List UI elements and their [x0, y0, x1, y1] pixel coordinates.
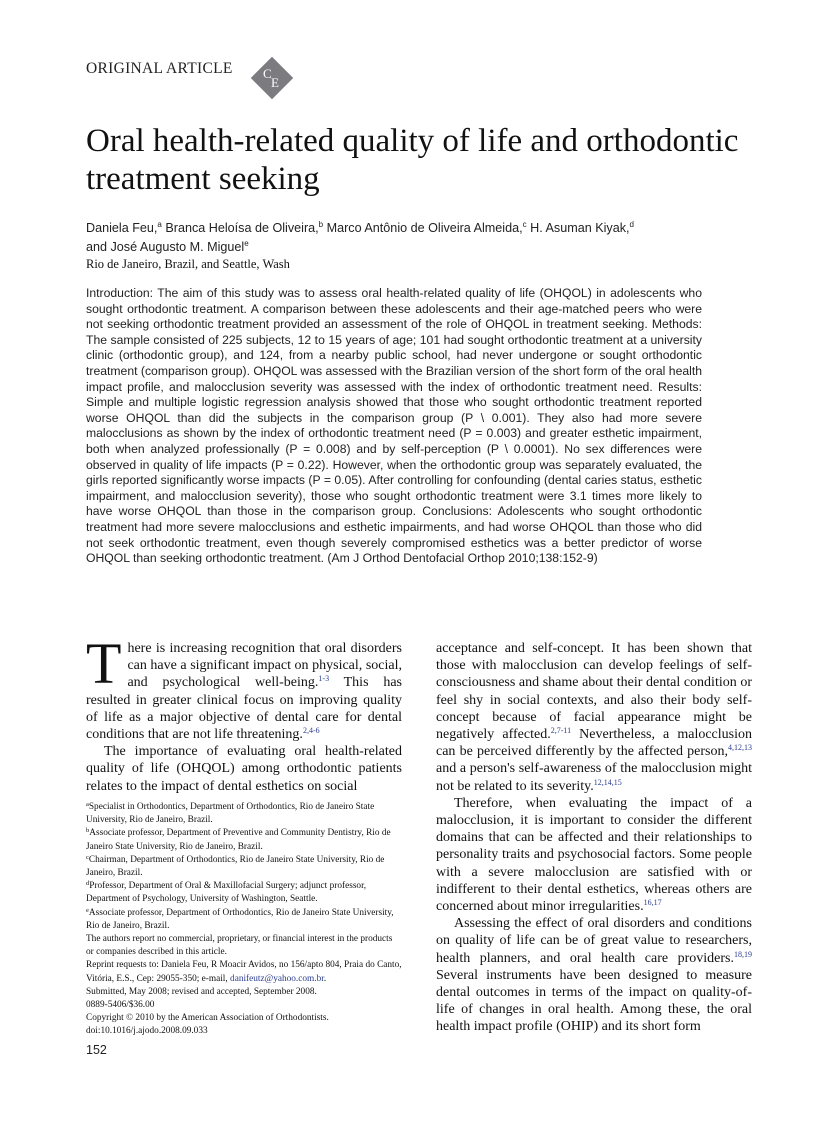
- body-paragraph: [436, 640, 752, 795]
- paragraph-text: and a person's self-awareness of the malocclusion might not be related to its severity.: [436, 761, 752, 794]
- ce-badge-c: C: [263, 66, 272, 81]
- citation-ref[interactable]: 2,7-11: [550, 726, 572, 736]
- submission-dates: Submitted, May 2008; revised and accepted, September 2008.: [86, 986, 317, 997]
- ce-badge-e: E: [271, 75, 279, 90]
- body-column-right: [436, 640, 752, 1036]
- author-name: Daniela Feu,: [86, 221, 158, 235]
- author-superscript: e: [244, 239, 249, 248]
- footnote: [86, 907, 402, 933]
- doi[interactable]: doi:10.1016/j.ajodo.2008.09.033: [86, 1026, 208, 1037]
- issn: 0889-5406/$36.00: [86, 1000, 155, 1011]
- copyright: Copyright © 2010 by the American Association of Orthodontists.: [86, 1013, 329, 1024]
- footnote-text: Chairman, Department of Orthodontics, Rio de Janeiro State University, Rio de Janeiro, Brazil.: [86, 854, 385, 879]
- author-name: and José Augusto M. Miguel: [86, 240, 245, 254]
- reprint-text: .: [323, 973, 327, 984]
- author-name: Marco Antônio de Oliveira Almeida,: [323, 221, 523, 235]
- footnote-text: Professor, Department of Oral & Maxillofacial Surgery; adjunct professor, Department of Psychology, University of Washington, Seattle.: [86, 881, 367, 905]
- email-link[interactable]: danifeutz@yahoo.com.br: [230, 973, 324, 984]
- footnote: [86, 801, 402, 827]
- ce-badge-text: [250, 56, 294, 100]
- footnote-marker: e: [86, 906, 89, 914]
- body-paragraph: [86, 631, 402, 743]
- author-name: H. Asuman Kiyak,: [526, 221, 630, 235]
- footnote-marker: a: [86, 801, 89, 808]
- body-paragraph: The importance of evaluating oral health-related quality of life (OHQOL) among orthodontic patients relates to the impact of dental esthetics on social: [86, 744, 402, 794]
- affiliation-location: Rio de Janeiro, Brazil, and Seattle, Wash: [86, 257, 290, 271]
- footnote-marker: d: [86, 880, 90, 888]
- author-superscript: d: [629, 220, 634, 229]
- paragraph-text: Nevertheless, a malocclusion can be perceived differently by the affected person,: [436, 727, 752, 760]
- body-paragraph: [436, 795, 752, 915]
- disclosure-note: The authors report no commercial, proprietary, or financial interest in the products or companies described in this article.: [86, 934, 393, 958]
- footnote: [86, 880, 402, 906]
- footnote-text: Associate professor, Department of Preventive and Community Dentistry, Rio de Janeiro State University, Rio de Janeiro, Brazil.: [86, 828, 391, 852]
- reprint-request: [86, 959, 402, 985]
- author-name: Branca Heloísa de Oliveira,: [161, 221, 319, 235]
- footnote-text: Associate professor, Department of Orthodontics, Rio de Janeiro State University, Rio de Janeiro, Brazil.: [86, 907, 394, 931]
- footnote-text: Specialist in Orthodontics, Department of Orthodontics, Rio de Janeiro State University, Rio de Janeiro, Brazil.: [86, 802, 375, 826]
- footnote-marker: c: [86, 853, 89, 861]
- footnote-marker: b: [86, 827, 90, 835]
- citation-ref[interactable]: 1-3: [318, 674, 330, 684]
- paragraph-text: Assessing the effect of oral disorders and conditions on quality of life can be of great value to researchers, health planners, and oral health care providers.: [436, 916, 752, 966]
- paragraph-text: This has resulted in greater clinical focus on improving quality of life as a major objective of dental care for dental conditions that are not life threatening.: [86, 675, 402, 743]
- paragraph-text: Therefore, when evaluating the impact of a malocclusion, it is important to consider the different domains that can be affected and their relationships to personality traits and psychosocial factors. Some people with a severe malocclusion are satisfied with or indifferent to their dental esthetics, whereas others are concerned about minor irregularities.: [436, 795, 752, 915]
- author-superscript: a: [157, 220, 162, 229]
- reprint-text: Reprint requests to: Daniela Feu, R Moacir Avidos, no 156/apto 804, Praia do Canto, Vitória, E.S., Cep: 29055-350; e-mail,: [86, 960, 402, 984]
- body-paragraph: [436, 915, 752, 1035]
- ce-badge-icon: [250, 56, 294, 100]
- author-list: [86, 219, 766, 257]
- author-superscript: b: [318, 220, 324, 229]
- citation-ref[interactable]: 16,17: [643, 898, 662, 908]
- citation-ref[interactable]: 4,12,13: [728, 743, 752, 753]
- drop-cap: T: [86, 631, 122, 696]
- paragraph-text: Several instruments have been designed to measure dental outcomes in terms of the impact on quality-of-life of changes in oral health. Among these, the oral health impact profile (OHIP) and its short form: [436, 967, 752, 1035]
- footnote: [86, 854, 402, 880]
- paragraph-text: here is increasing recognition that oral disorders can have a significant impact on physical, social, and psychological well-being.: [127, 641, 402, 691]
- citation-ref[interactable]: 12,14,15: [593, 777, 622, 787]
- citation-ref[interactable]: 2,4-6: [302, 726, 320, 736]
- author-superscript: c: [522, 220, 527, 229]
- article-title: Oral health-related quality of life and orthodontic treatment seeking: [86, 123, 739, 197]
- footnotes: [86, 801, 402, 1039]
- abstract: Introduction: The aim of this study was to assess oral health-related quality of life (OHQOL) in adolescents who sought orthodontic treatment. A comparison between these adolescents and their age-matched peers who were not seeking orthodontic treatment provided an assessment of the role of OHQOL in treatment seeking. Methods: The sample consisted of 225 subjects, 12 to 15 years of age; 101 had sought orthodontic treatment at a university clinic (orthodontic group), and 124, from a nearby public school, had never undergone or sought orthodontic treatment (comparison group). OHQOL was assessed with the Brazilian version of the short form of the oral health impact profile, and malocclusion severity was assessed with the index of orthodontic treatment need. Results: Simple and multiple logistic regression analysis showed that those who sought orthodontic treatment reported worse OHQOL than did the subjects in the comparison group (P \ 0.001). They also had more severe malocclusions as shown by the index of orthodontic treatment need (P = 0.003) and greater esthetic impairment, both when analyzed professionally (P = 0.008) and by self-perception (P \ 0.0001). No sex differences were observed in quality of life impacts (P = 0.22). However, when the orthodontic group was separately evaluated, the girls reported significantly worse impacts (P = 0.05). After controlling for confounding (dental caries status, esthetic impairment, and malocclusion severity), those who sought orthodontic treatment were 3.1 times more likely to have worse OHQOL than those in the comparison group. Conclusions: Adolescents who sought orthodontic treatment had more severe malocclusions and esthetic impairments, and had worse OHQOL than those who did not seek orthodontic treatment, even though severely compromised esthetics was a better predictor of worse OHQOL than seeking orthodontic treatment. (Am J Orthod Dentofacial Orthop 2010;138:152-9): [86, 286, 702, 566]
- paragraph-text: acceptance and self-concept. It has been shown that those with malocclusion can develop feelings of self-consciousness and shame about their dental condition or feel shy in social contexts, and also their body self-concept because of facial appearance might be negatively affected.: [436, 641, 752, 743]
- body-column-left: [86, 631, 402, 795]
- page-number: 152: [86, 1043, 107, 1057]
- citation-ref[interactable]: 18,19: [734, 949, 752, 959]
- footnote: [86, 827, 402, 853]
- section-label: ORIGINAL ARTICLE: [86, 60, 233, 77]
